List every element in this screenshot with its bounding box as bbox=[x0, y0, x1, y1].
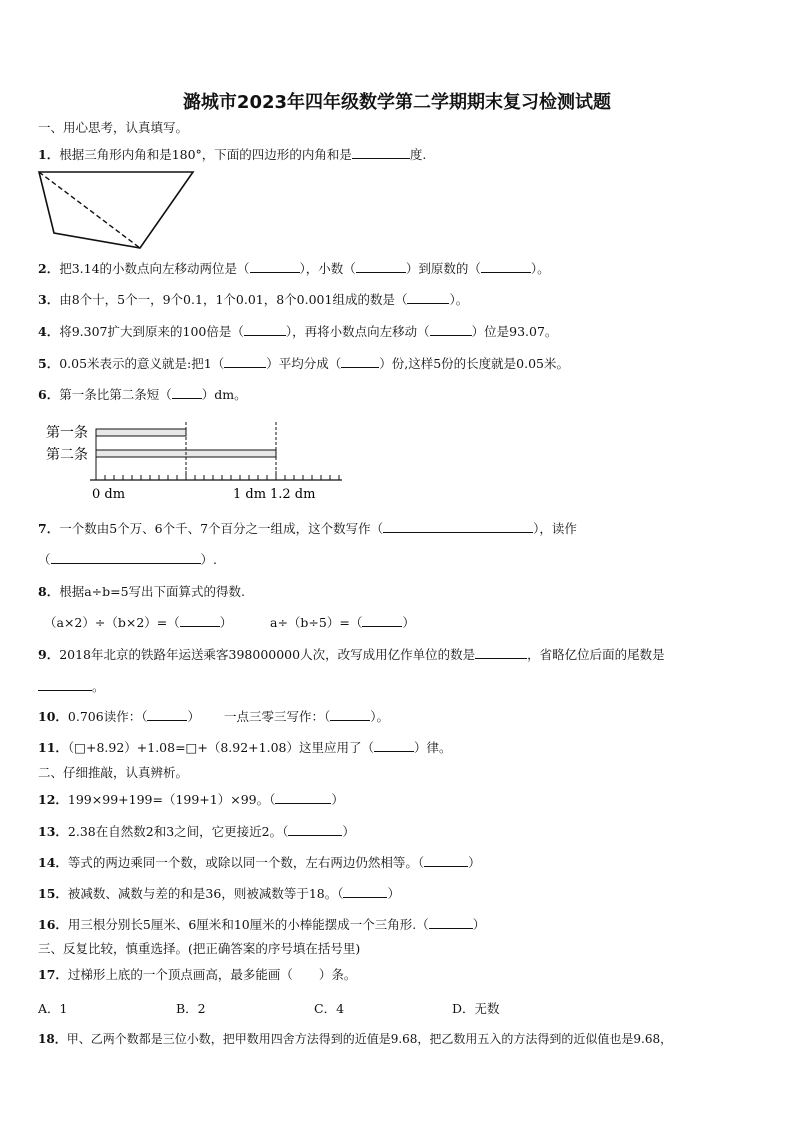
question-text: 2.38在自然数2和3之间，它更接近2。（ bbox=[67, 824, 289, 839]
question-2 bbox=[38, 260, 550, 277]
question-text: ）位是93.07。 bbox=[471, 324, 558, 339]
question-number: 18． bbox=[38, 1032, 67, 1046]
question-text: 用三根分别长5厘米、6厘米和10厘米的小棒能摆成一个三角形.（ bbox=[67, 917, 429, 932]
strip-2-label: 第二条 bbox=[46, 447, 88, 463]
answer-blank[interactable] bbox=[356, 260, 406, 273]
question-7 bbox=[38, 520, 577, 537]
question-8-expr-2 bbox=[270, 614, 415, 631]
question-number: 16． bbox=[38, 917, 68, 932]
question-text: 2018年北京的铁路年运送乘客398000000人次，改写成用亿作单位的数是 bbox=[59, 647, 476, 662]
question-8 bbox=[38, 584, 245, 600]
question-text: 根据a÷b=5写出下面算式的得数. bbox=[59, 584, 246, 599]
question-text: ）dm。 bbox=[201, 387, 247, 402]
question-text: ）律。 bbox=[413, 740, 452, 755]
answer-blank[interactable] bbox=[429, 916, 473, 929]
question-11 bbox=[38, 739, 452, 756]
strip-1-bar bbox=[96, 429, 186, 436]
answer-blank[interactable] bbox=[244, 323, 286, 336]
strip-1-label: 第一条 bbox=[46, 425, 88, 441]
question-text: ） bbox=[402, 615, 415, 630]
question-text: ） bbox=[342, 824, 355, 839]
question-text: ） bbox=[187, 709, 200, 724]
question-number: 1． bbox=[38, 147, 60, 162]
question-7-cont bbox=[38, 551, 217, 568]
question-number: 12． bbox=[38, 792, 68, 807]
answer-blank[interactable] bbox=[250, 260, 300, 273]
question-text: 将9.307扩大到原来的100倍是（ bbox=[59, 324, 244, 339]
question-text: a÷（b÷5）=（ bbox=[270, 615, 363, 630]
answer-blank[interactable] bbox=[430, 323, 472, 336]
diagonal-dashed-line bbox=[39, 172, 140, 248]
question-text: 过梯形上底的一个顶点画高，最多能画（ bbox=[67, 967, 293, 982]
question-9-cont bbox=[38, 678, 105, 695]
answer-blank[interactable] bbox=[147, 708, 187, 721]
quadrilateral-shape bbox=[39, 172, 193, 248]
question-text: ）。 bbox=[370, 709, 389, 724]
question-text: ） bbox=[387, 886, 400, 901]
question-number: 11． bbox=[38, 740, 68, 755]
question-text: ）份,这样5份的长度就是0.05米。 bbox=[379, 356, 569, 371]
question-text: ）。 bbox=[530, 261, 550, 276]
answer-blank[interactable] bbox=[481, 260, 531, 273]
question-text: ） bbox=[472, 917, 486, 932]
question-number: 13． bbox=[38, 824, 68, 839]
answer-blank[interactable] bbox=[475, 646, 527, 659]
answer-blank[interactable] bbox=[224, 355, 266, 368]
question-text: 第一条比第二条短（ bbox=[59, 387, 172, 402]
option-a[interactable]: A．1 bbox=[38, 1001, 68, 1016]
question-6 bbox=[38, 386, 247, 403]
question-text: 0.05米表示的意义就是:把1（ bbox=[59, 356, 225, 371]
question-text: ），读作 bbox=[533, 521, 577, 536]
question-number: 9． bbox=[38, 647, 60, 662]
option-c[interactable]: C．4 bbox=[314, 1001, 345, 1016]
answer-blank[interactable] bbox=[38, 678, 92, 691]
question-text: （□+8.92）+1.08=□+（8.92+1.08）这里应用了（ bbox=[67, 740, 374, 755]
question-text: ）。 bbox=[449, 292, 469, 307]
question-number: 2． bbox=[38, 261, 60, 276]
question-text: 0.706读作：（ bbox=[67, 709, 148, 724]
question-text: ），小数（ bbox=[299, 261, 356, 276]
question-4 bbox=[38, 323, 557, 340]
question-15 bbox=[38, 885, 400, 902]
section-2-heading: 二、仔细推敲，认真辨析。 bbox=[38, 765, 189, 780]
option-b[interactable]: B．2 bbox=[176, 1001, 206, 1016]
question-12 bbox=[38, 791, 344, 808]
question-number: 8． bbox=[38, 584, 60, 599]
answer-blank[interactable] bbox=[275, 791, 331, 804]
question-14 bbox=[38, 854, 481, 871]
question-text: ）. bbox=[200, 552, 217, 567]
answer-blank[interactable] bbox=[330, 708, 370, 721]
question-text: 度. bbox=[409, 147, 427, 162]
tick-label-1: 1 dm bbox=[233, 487, 267, 502]
ruler-ticks bbox=[96, 471, 339, 480]
question-18 bbox=[38, 1031, 672, 1047]
question-text: （a×2）÷（b×2）=（ bbox=[44, 615, 180, 630]
ruler-figure bbox=[40, 418, 350, 506]
question-text: 一个数由5个万、6个千、7个百分之一组成，这个数写作（ bbox=[59, 521, 384, 536]
question-8-expr-1 bbox=[44, 614, 232, 631]
question-text: 把3.14的小数点向左移动两位是（ bbox=[59, 261, 250, 276]
answer-blank[interactable] bbox=[424, 854, 468, 867]
question-number: 15． bbox=[38, 886, 68, 901]
question-text: ，省略亿位后面的尾数是 bbox=[527, 647, 665, 662]
answer-blank[interactable] bbox=[180, 614, 220, 627]
answer-blank[interactable] bbox=[172, 386, 202, 399]
question-text: （ bbox=[38, 552, 51, 567]
question-text: ），再将小数点向左移动（ bbox=[285, 324, 430, 339]
question-number: 3． bbox=[38, 292, 60, 307]
answer-blank[interactable] bbox=[341, 355, 379, 368]
question-number: 10． bbox=[38, 709, 68, 724]
question-number: 6． bbox=[38, 387, 60, 402]
question-text: 根据三角形内角和是180°，下面的四边形的内角和是 bbox=[59, 147, 352, 162]
question-text: 一点三零三写作：（ bbox=[223, 709, 331, 724]
question-text: ）条。 bbox=[318, 967, 357, 982]
answer-blank[interactable] bbox=[288, 823, 342, 836]
question-number: 14． bbox=[38, 855, 68, 870]
question-9 bbox=[38, 646, 665, 663]
question-13 bbox=[38, 823, 355, 840]
question-16 bbox=[38, 916, 485, 933]
question-1 bbox=[38, 146, 426, 163]
answer-blank[interactable] bbox=[362, 614, 402, 627]
question-number: 5． bbox=[38, 356, 60, 371]
option-d[interactable]: D．无数 bbox=[452, 1001, 500, 1016]
question-text: ） bbox=[468, 855, 481, 870]
page-title: 潞城市2023年四年级数学第二学期期末复习检测试题 bbox=[182, 92, 612, 113]
answer-blank[interactable] bbox=[352, 146, 410, 159]
answer-blank[interactable] bbox=[343, 885, 387, 898]
question-text: 等式的两边乘同一个数，或除以同一个数，左右两边仍然相等。（ bbox=[67, 855, 425, 870]
question-text: 。 bbox=[92, 679, 105, 694]
question-text: ）到原数的（ bbox=[405, 261, 481, 276]
answer-blank[interactable] bbox=[374, 739, 414, 752]
question-text: 甲、乙两个数都是三位小数，把甲数用四舍方法得到的近值是9.68，把乙数用五入的方法得到的近似值也是9.68， bbox=[66, 1032, 673, 1046]
quadrilateral-figure bbox=[36, 168, 196, 252]
question-5 bbox=[38, 355, 569, 372]
answer-blank[interactable] bbox=[407, 291, 449, 304]
section-1-heading: 一、用心思考，认真填写。 bbox=[38, 120, 189, 135]
question-text: ） bbox=[219, 615, 233, 630]
question-text: 由8个十，5个一，9个0.1，1个0.01，8个0.001组成的数是（ bbox=[59, 292, 408, 307]
answer-blank[interactable] bbox=[51, 551, 201, 564]
question-number: 7． bbox=[38, 521, 60, 536]
tick-label-0: 0 dm bbox=[92, 487, 126, 502]
answer-blank[interactable] bbox=[383, 520, 533, 533]
question-text: 199×99+199=（199+1）×99。（ bbox=[67, 792, 276, 807]
question-text: ）平均分成（ bbox=[266, 356, 342, 371]
question-text: 被减数、减数与差的和是36，则被减数等于18。（ bbox=[67, 886, 344, 901]
question-text: ） bbox=[331, 792, 344, 807]
question-number: 17． bbox=[38, 967, 68, 982]
question-3 bbox=[38, 291, 468, 308]
question-number: 4． bbox=[38, 324, 60, 339]
tick-label-1-2: 1.2 dm bbox=[270, 487, 316, 502]
question-17 bbox=[38, 967, 356, 983]
question-10 bbox=[38, 708, 389, 725]
section-3-heading: 三、反复比较，慎重选择。(把正确答案的序号填在括号里) bbox=[38, 941, 361, 956]
